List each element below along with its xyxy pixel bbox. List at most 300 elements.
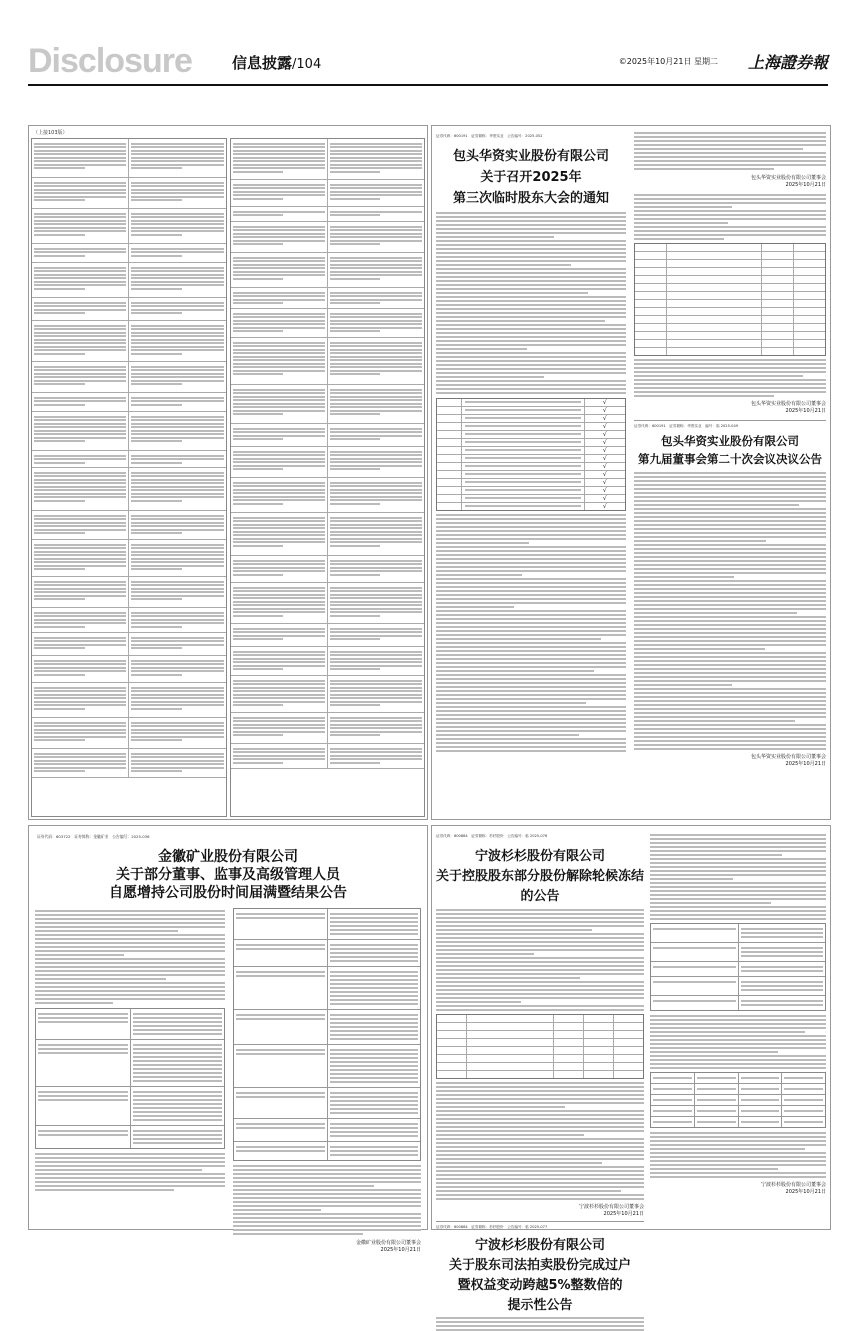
agenda-item	[462, 455, 584, 462]
table-cell	[234, 1045, 328, 1087]
agenda-row	[437, 455, 625, 463]
text-line	[436, 1162, 602, 1164]
text-line	[634, 612, 797, 614]
text-line	[35, 930, 178, 932]
table-row	[635, 348, 825, 355]
text-line	[634, 218, 826, 220]
text-line	[634, 367, 826, 369]
table-row	[437, 1015, 643, 1023]
text-line	[436, 562, 626, 564]
text-line	[436, 913, 644, 915]
text-line	[436, 1118, 644, 1120]
text-line	[634, 194, 826, 196]
agenda-tick: √	[602, 471, 607, 478]
article-cell	[328, 556, 424, 582]
text-line	[436, 925, 644, 927]
table-cell	[584, 1015, 614, 1022]
agenda-item	[462, 439, 584, 446]
text-line	[436, 530, 626, 532]
table-cell	[794, 324, 825, 331]
newspaper-brand: 上海證券報	[747, 53, 828, 72]
text-line	[35, 950, 225, 952]
article-row	[231, 207, 425, 222]
agenda-tick: √	[602, 487, 607, 494]
meeting-notice-col-2	[634, 126, 826, 819]
text-line	[436, 1190, 621, 1192]
article-row	[231, 309, 425, 338]
proxy-form-footer	[634, 359, 826, 397]
agenda-item	[462, 447, 584, 454]
text-line	[650, 1019, 826, 1021]
article-cell	[129, 718, 225, 748]
agenda-row	[437, 423, 625, 431]
text-line	[634, 572, 826, 574]
text-line	[436, 718, 626, 720]
table-cell	[762, 308, 794, 315]
agenda-no	[437, 495, 462, 502]
agenda-row	[437, 479, 625, 487]
text-line	[436, 909, 644, 911]
article-cell	[328, 222, 424, 252]
text-line	[436, 312, 626, 314]
article-row	[231, 288, 425, 309]
article-cell	[129, 412, 225, 450]
text-line	[436, 590, 626, 592]
table-cell	[467, 1023, 555, 1030]
article-row	[231, 385, 425, 424]
text-line	[650, 882, 826, 884]
continued-marker: （上接103版）	[33, 130, 68, 136]
text-line	[436, 1098, 644, 1100]
text-line	[233, 1173, 421, 1175]
meeting-notice-col-1	[436, 126, 626, 819]
text-line	[634, 492, 826, 494]
text-line	[436, 937, 644, 939]
table-cell	[328, 940, 421, 966]
table-row	[635, 324, 825, 332]
text-line	[436, 714, 626, 716]
table-cell	[762, 316, 794, 323]
article-row	[32, 749, 226, 778]
text-line	[650, 878, 733, 880]
article-row	[231, 478, 425, 513]
text-line	[35, 958, 225, 960]
table-cell	[328, 1119, 421, 1141]
article-cell	[328, 744, 424, 768]
table-row	[635, 300, 825, 308]
text-line	[634, 395, 774, 397]
agenda-tick: √	[602, 415, 607, 422]
text-line	[436, 742, 626, 744]
text-line	[634, 500, 826, 502]
article-row	[32, 468, 226, 511]
text-line	[634, 580, 826, 582]
article-row	[32, 209, 226, 244]
text-line	[634, 568, 826, 570]
meeting-signature: 包头华资实业股份有限公司董事会	[750, 175, 826, 181]
meeting-company-name: 包头华资实业股份有限公司	[452, 149, 609, 164]
text-line	[634, 560, 826, 562]
table-row	[437, 1031, 643, 1039]
ningbo1-date: 2025年10月21日	[603, 1211, 644, 1217]
table-cell	[794, 292, 825, 299]
text-line	[436, 969, 644, 971]
table-cell	[584, 1063, 614, 1070]
ningbo2-title-line-2: 暨权益变动跨越5%整数倍的	[457, 1278, 623, 1293]
board-notice-title: 第九届董事会第二十次会议决议公告	[638, 452, 822, 466]
ningbo1-company-name: 宁波杉杉股份有限公司	[474, 849, 605, 864]
article-row	[32, 178, 226, 209]
text-line	[436, 264, 571, 266]
table-cell	[794, 268, 825, 275]
ningbo2-company-name: 宁波杉杉股份有限公司	[474, 1238, 605, 1253]
text-line	[634, 744, 826, 746]
text-line	[35, 942, 225, 944]
article-cell	[231, 713, 328, 743]
table-cell	[667, 300, 762, 307]
table-cell	[782, 1117, 825, 1127]
text-line	[634, 624, 826, 626]
article-cell	[231, 180, 328, 206]
text-line	[650, 1015, 826, 1017]
table-cell	[651, 943, 739, 961]
text-line	[436, 236, 554, 238]
table-cell	[667, 332, 762, 339]
text-line	[436, 272, 626, 274]
table-cell	[762, 284, 794, 291]
text-line	[436, 734, 579, 736]
table-row	[635, 244, 825, 252]
text-line	[436, 977, 580, 979]
table-row	[234, 967, 420, 1010]
text-line	[634, 524, 826, 526]
article-cell	[129, 321, 225, 361]
table-cell	[614, 1047, 643, 1054]
table-cell	[584, 1071, 614, 1078]
text-line	[436, 1086, 644, 1088]
ningbo2-holding-table	[650, 1072, 826, 1128]
table-cell	[651, 996, 739, 1010]
text-line	[233, 1233, 363, 1235]
text-line	[634, 608, 826, 610]
table-cell	[667, 292, 762, 299]
table-cell	[635, 268, 667, 275]
table-cell	[614, 1015, 643, 1022]
text-line	[436, 993, 644, 995]
text-line	[436, 534, 626, 536]
table-cell	[667, 348, 762, 355]
text-line	[35, 994, 225, 996]
text-line	[650, 918, 826, 920]
table-row	[651, 943, 825, 962]
text-line	[634, 387, 826, 389]
text-line	[650, 846, 826, 848]
text-line	[233, 1213, 421, 1215]
table-cell	[695, 1106, 739, 1116]
article-cell	[32, 749, 129, 777]
text-line	[436, 1198, 644, 1200]
text-line	[650, 1039, 826, 1041]
article-row	[32, 393, 226, 412]
text-line	[436, 614, 626, 616]
agenda-row	[437, 439, 625, 447]
text-line	[436, 228, 626, 230]
table-cell	[467, 1039, 555, 1046]
article-cell	[231, 583, 328, 623]
table-cell	[651, 977, 739, 995]
agenda-tick: √	[602, 407, 607, 414]
agenda-no	[437, 439, 462, 446]
text-line	[634, 632, 826, 634]
anhui-notice-meta: 证券代码：603722 证券简称：金徽矿业 公告编号：2025-036	[37, 834, 150, 839]
article-cell	[32, 608, 129, 632]
article-row	[32, 362, 226, 393]
text-line	[233, 1225, 421, 1227]
text-line	[35, 982, 225, 984]
article-cell	[231, 744, 328, 768]
text-line	[436, 738, 626, 740]
text-line	[650, 1067, 826, 1069]
table-cell	[635, 308, 667, 315]
text-line	[650, 1055, 826, 1057]
text-line	[233, 1217, 421, 1219]
text-line	[634, 728, 826, 730]
text-line	[634, 226, 826, 228]
text-line	[35, 978, 166, 980]
table-cell	[234, 967, 328, 1009]
text-line	[634, 156, 826, 158]
article-row	[32, 540, 226, 577]
ningbo1-notice-meta: 证券代码：600884 证券简称：杉杉股份 公告编号：临 2025-076	[436, 834, 548, 838]
article-cell	[32, 298, 129, 320]
text-line	[436, 702, 586, 704]
text-line	[634, 528, 826, 530]
table-cell	[614, 1039, 643, 1046]
table-cell	[794, 308, 825, 315]
text-line	[634, 488, 826, 490]
text-line	[650, 1152, 826, 1154]
table-cell	[437, 1055, 467, 1062]
text-line	[436, 730, 626, 732]
table-cell	[467, 1063, 555, 1070]
table-cell	[131, 1040, 225, 1086]
table-cell	[584, 1023, 614, 1030]
text-line	[436, 750, 626, 752]
table-cell	[635, 252, 667, 259]
text-line	[634, 504, 799, 506]
table-row	[234, 1119, 420, 1142]
text-line	[634, 676, 826, 678]
article-cell	[129, 393, 225, 411]
text-line	[650, 850, 826, 852]
text-line	[35, 1157, 225, 1159]
agenda-tick: √	[602, 463, 607, 470]
table-row	[36, 1040, 224, 1087]
text-line	[634, 708, 826, 710]
text-line	[35, 946, 225, 948]
article-cell	[328, 676, 424, 712]
meeting-col2-text	[634, 132, 826, 170]
articles-comparison-table	[28, 125, 428, 820]
table-cell	[739, 1073, 783, 1083]
table-cell	[437, 1015, 467, 1022]
text-line	[35, 1181, 225, 1183]
text-line	[436, 542, 529, 544]
agenda-tick: √	[602, 447, 607, 454]
text-line	[233, 1185, 374, 1187]
table-cell	[782, 1095, 825, 1105]
text-line	[650, 854, 782, 856]
comparison-grid	[31, 138, 425, 817]
text-line	[436, 1194, 644, 1196]
table-row	[651, 1106, 825, 1117]
text-line	[436, 1317, 644, 1319]
text-line	[650, 1164, 826, 1166]
text-line	[436, 953, 534, 955]
text-line	[650, 890, 826, 892]
article-cell	[129, 511, 225, 539]
masthead	[28, 40, 828, 86]
anhui-col-2	[233, 908, 421, 1253]
text-line	[436, 1138, 644, 1140]
ningbo2-title-line-3: 提示性公告	[507, 1298, 573, 1313]
article-cell	[129, 362, 225, 392]
text-line	[436, 372, 626, 374]
text-line	[634, 600, 826, 602]
text-line	[436, 244, 626, 246]
article-cell	[328, 424, 424, 446]
text-line	[634, 238, 724, 240]
text-line	[634, 704, 826, 706]
ningbo1-freeze-table	[436, 1014, 644, 1079]
ningbo2-equity-table	[650, 923, 826, 1011]
text-line	[650, 1035, 826, 1037]
text-line	[650, 1140, 826, 1142]
table-cell	[584, 1031, 614, 1038]
meeting-body-text	[436, 212, 626, 394]
article-row	[231, 583, 425, 624]
agenda-no	[437, 487, 462, 494]
text-line	[35, 974, 225, 976]
article-row	[231, 676, 425, 713]
table-row	[437, 1023, 643, 1031]
text-line	[436, 650, 626, 652]
ningbo2-col2-text	[650, 834, 826, 920]
agenda-row	[437, 415, 625, 423]
text-line	[634, 736, 826, 738]
article-cell	[32, 451, 129, 467]
table-cell	[739, 962, 826, 976]
ningbo1-signature: 宁波杉杉股份有限公司董事会	[578, 1204, 644, 1210]
text-line	[436, 949, 644, 951]
table-cell	[584, 1055, 614, 1062]
article-cell	[32, 633, 129, 655]
board-date: 2025年10月21日	[785, 761, 826, 767]
article-row	[231, 513, 425, 556]
divider-2	[436, 1221, 644, 1222]
text-line	[35, 962, 225, 964]
text-line	[436, 288, 626, 290]
text-line	[634, 724, 826, 726]
table-row	[651, 962, 825, 977]
article-cell	[231, 556, 328, 582]
table-cell	[554, 1063, 584, 1070]
text-line	[650, 834, 826, 836]
table-cell	[635, 260, 667, 267]
text-line	[436, 216, 626, 218]
proxy-form-text	[634, 194, 826, 240]
ningbo1-title-line-2: 的公告	[520, 889, 560, 904]
text-line	[436, 602, 626, 604]
text-line	[436, 1094, 644, 1096]
table-row	[651, 996, 825, 1010]
text-line	[233, 1221, 421, 1223]
article-cell	[32, 577, 129, 607]
text-line	[436, 1082, 644, 1084]
text-line	[233, 1201, 421, 1203]
text-line	[436, 929, 592, 931]
article-cell	[32, 412, 129, 450]
table-cell	[667, 340, 762, 347]
table-cell	[695, 1084, 739, 1094]
table-cell	[794, 260, 825, 267]
table-cell	[762, 252, 794, 259]
table-row	[635, 252, 825, 260]
agenda-no	[437, 503, 462, 510]
text-line	[634, 540, 766, 542]
text-line	[634, 383, 826, 385]
article-cell	[231, 513, 328, 555]
table-cell	[762, 348, 794, 355]
text-line	[436, 566, 626, 568]
text-line	[634, 472, 826, 474]
article-cell	[32, 468, 129, 510]
table-row	[635, 292, 825, 300]
text-line	[650, 1156, 826, 1158]
article-cell	[32, 244, 129, 262]
article-cell	[129, 139, 225, 177]
text-line	[35, 926, 225, 928]
table-cell	[36, 1009, 131, 1039]
table-cell	[762, 268, 794, 275]
text-line	[634, 536, 826, 538]
text-line	[634, 164, 826, 166]
text-line	[436, 300, 626, 302]
text-line	[634, 592, 826, 594]
table-cell	[794, 252, 825, 259]
text-line	[634, 740, 826, 742]
text-line	[233, 1189, 421, 1191]
text-line	[634, 148, 803, 150]
agenda-no	[437, 447, 462, 454]
agenda-item	[462, 471, 584, 478]
text-line	[436, 965, 644, 967]
text-line	[436, 957, 644, 959]
text-line	[634, 556, 826, 558]
table-cell	[328, 1142, 421, 1160]
article-cell	[231, 478, 328, 512]
table-cell	[635, 316, 667, 323]
table-cell	[739, 1117, 783, 1127]
ningbo2-date: 2025年10月21日	[785, 1189, 826, 1195]
text-line	[436, 610, 626, 612]
article-cell	[231, 424, 328, 446]
agenda-row	[437, 503, 625, 510]
agenda-no	[437, 455, 462, 462]
table-cell	[651, 1117, 695, 1127]
table-cell	[584, 1039, 614, 1046]
meeting-signature-2: 包头华资实业股份有限公司董事会	[750, 401, 826, 407]
